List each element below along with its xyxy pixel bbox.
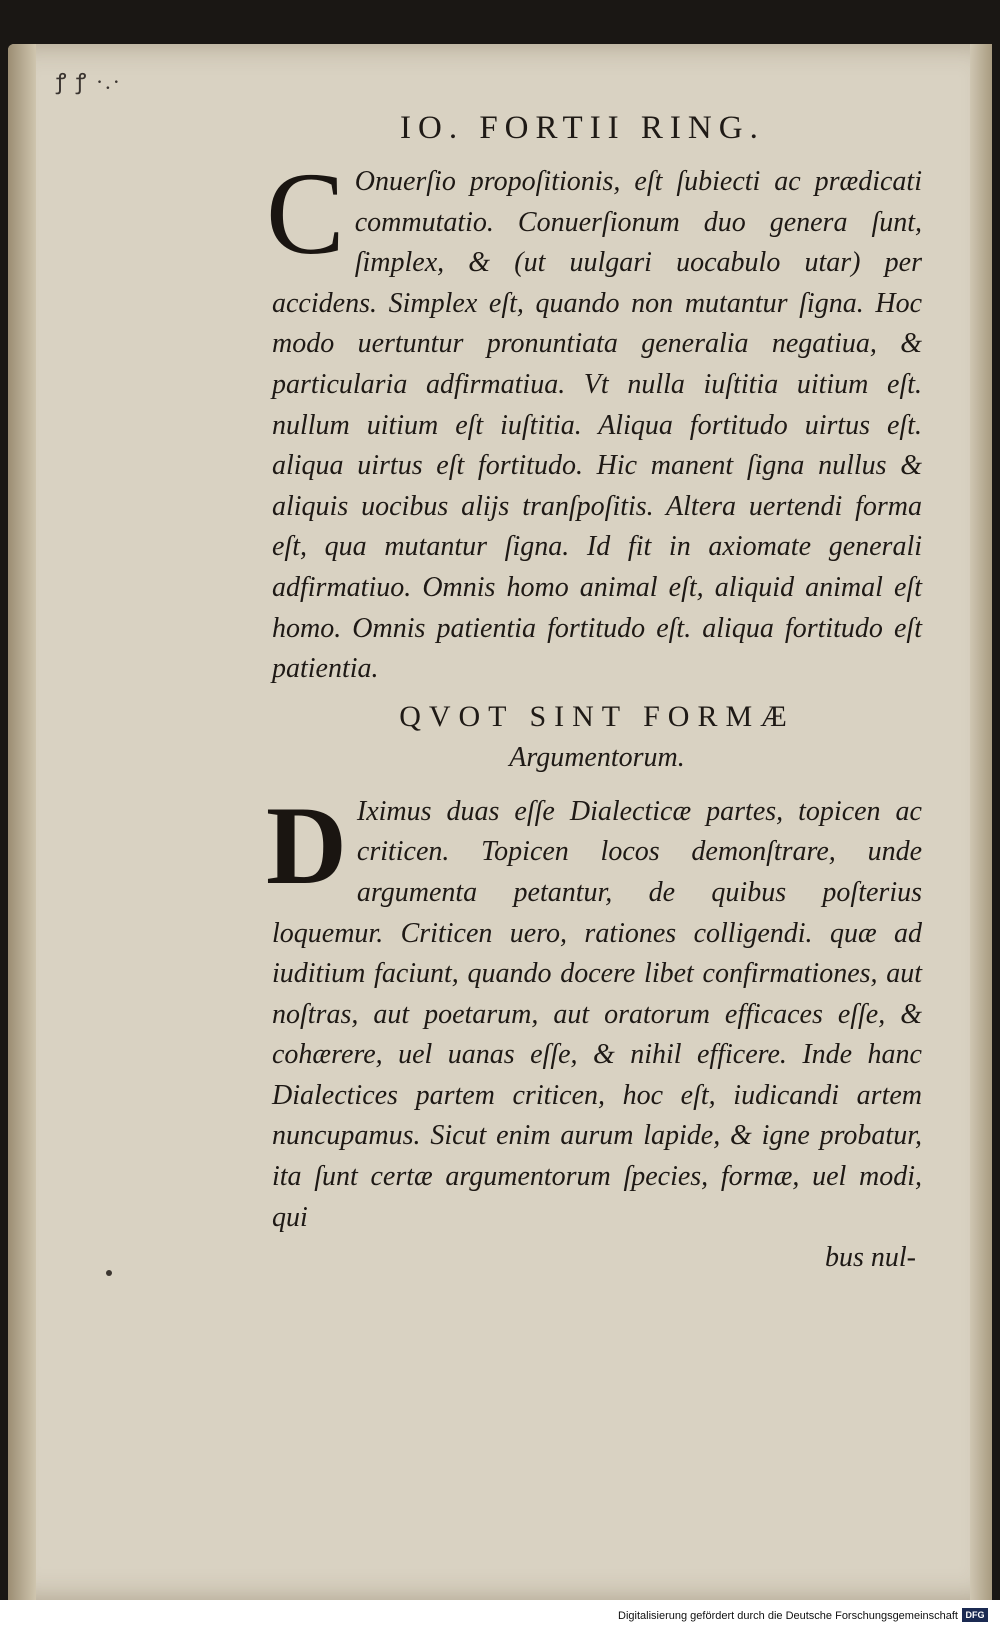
paragraph-conversio-text: Onuerſio propoſitionis, eſt ſubiecti ac prædicati commutatio. Conuerſionum duo genera ſunt, ſimplex, & (ut uulgari uocabulo utar) per accidens. Simplex eſt, quando non mutantur ſigna. Hoc modo uertuntur pronuntiata generalia negatiua, & particularia adfirmatiua. Vt nulla iuſtitia uitium eſt. nullum uitium eſt iuſtitia. Aliqua fortitudo uirtus eſt. aliqua uirtus eſt fortitudo. Hic manent ſigna nullus & aliquis uocibus alijs tranſpoſitis. Altera uertendi forma eſt, qua mutantur ſigna. Id fit in axiomate generali adfirmatiuo. Omnis homo animal eſt, aliquid animal eſt homo. Omnis patientia fortitudo eſt. aliqua fortitudo eſt patientia.: [272, 166, 922, 685]
page-edge: [970, 44, 992, 1600]
dropcap-d: D: [266, 783, 347, 908]
paragraph-diximus: [266, 783, 922, 1239]
paragraph-diximus-text: Iximus duas eſſe Dialecticæ partes, topicen ac criticen. Topicen locos demonſtrare, unde argumenta petantur, de quibus poſterius loquemur. Criticen uero, rationes colligendi. quæ ad iuditium faciunt, quando docere libet confirmationes, aut noſtras, aut poetarum, aut oratorum efficaces eſſe, & cohærere, uel uanas eſſe, & nihil efficere. Inde hanc Dialectices partem criticen, hoc eſt, iudicandi artem nuncupamus. Sicut enim aurum lapide, & igne probatur, ita ſunt certæ argumentorum ſpecies, formæ, uel modi, qui: [272, 795, 922, 1233]
marginalia: ꝭ ꝭ ·.·: [56, 69, 123, 94]
running-head: IO. FORTII RING.: [400, 110, 765, 146]
funding-credit: Digitalisierung gefördert durch die Deutsche Forschungsgemeinschaft: [618, 1610, 958, 1622]
margin-mark: [106, 1270, 112, 1276]
catchword: bus nul-: [825, 1242, 916, 1274]
paragraph-conversio: [266, 148, 922, 690]
book-page: [8, 44, 992, 1600]
section-heading: QVOT SINT FORMÆ: [399, 699, 795, 733]
dfg-logo: DFG: [962, 1608, 988, 1622]
dropcap-c: C: [266, 148, 345, 279]
text-block: [266, 148, 922, 1279]
page-spine: [8, 44, 36, 1600]
section-subheading: Argumentorum.: [509, 741, 685, 773]
footer-bar: [0, 1600, 1000, 1636]
